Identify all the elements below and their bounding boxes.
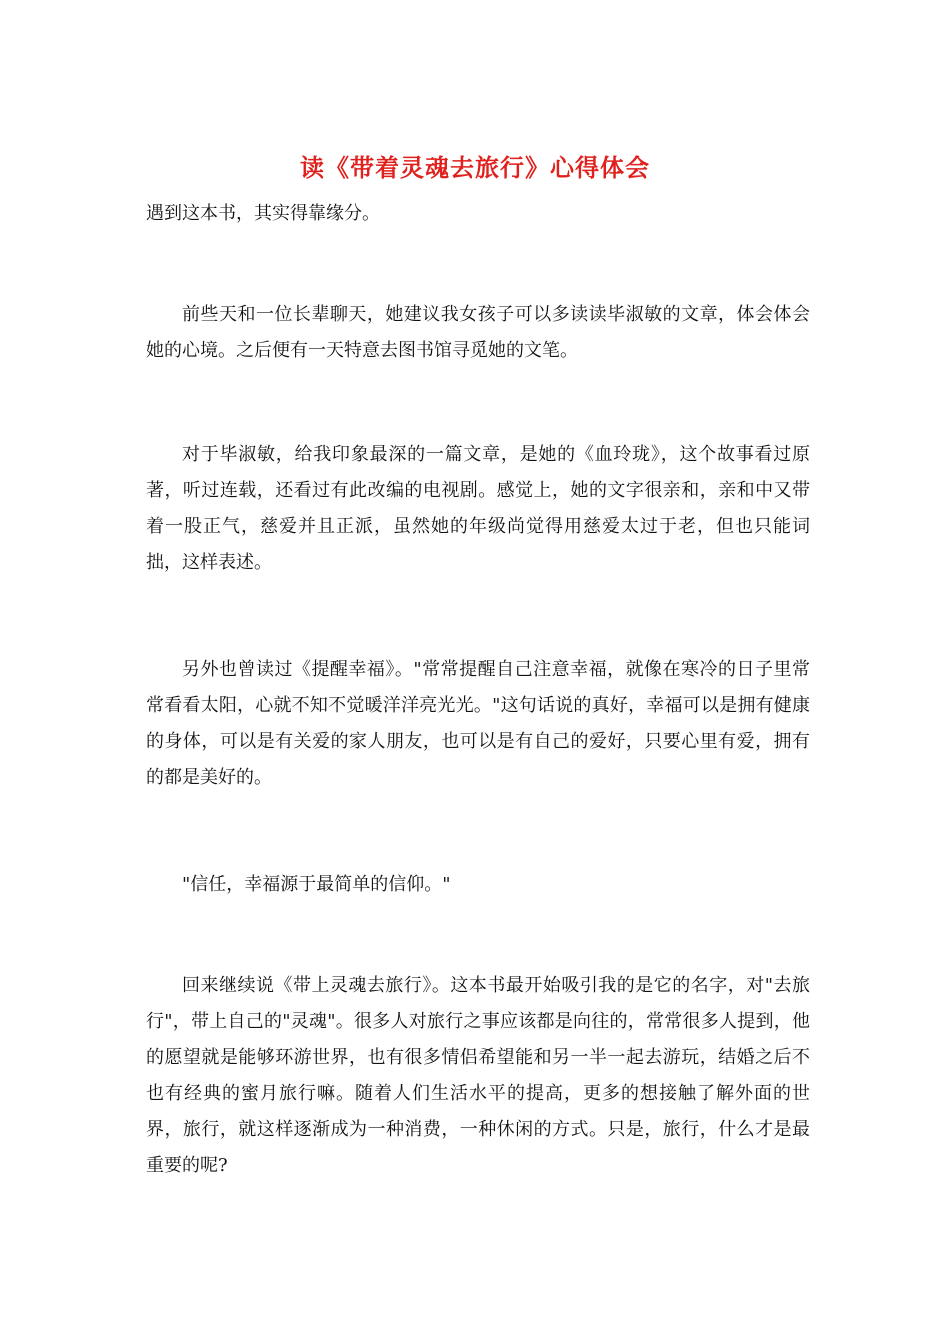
paragraph: 遇到这本书，其实得靠缘分。	[146, 203, 380, 224]
paragraph: "信任，幸福源于最简单的信仰。"	[182, 874, 451, 895]
paragraph: 前些天和一位长辈聊天，她建议我女孩子可以多读读毕淑敏的文章，体会体会她的心境。之后便有一天特意去图书馆寻觅她的文笔。	[146, 304, 810, 361]
paragraph: 另外也曾读过《提醒幸福》。"常常提醒自己注意幸福，就像在寒冷的日子里常常看看太阳，心就不知不觉暖洋洋亮光光。"这句话说的真好，幸福可以是拥有健康的身体，可以是有关爱的家人朋友，也可以是有自己的爱好，只要心里有爱，拥有的都是美好的。	[146, 659, 810, 788]
document-title: 读《带着灵魂去旅行》心得体会	[300, 153, 650, 182]
paragraph: 回来继续说《带上灵魂去旅行》。这本书最开始吸引我的是它的名字，对"去旅行"，带上自己的"灵魂"。很多人对旅行之事应该都是向往的，常常很多人提到，他的愿望就是能够环游世界，也有很多情侣希望能和另一半一起去游玩，结婚之后不也有经典的蜜月旅行嘛。随着人们生活水平的提高，更多的想接触了解外面的世界，旅行，就这样逐渐成为一种消费，一种休闲的方式。只是，旅行，什么才是最重要的呢?	[146, 975, 810, 1176]
paragraph: 对于毕淑敏，给我印象最深的一篇文章，是她的《血玲珑》，这个故事看过原著，听过连载，还看过有此改编的电视剧。感觉上，她的文字很亲和，亲和中又带着一股正气，慈爱并且正派，虽然她的年级尚觉得用慈爱太过于老，但也只能词拙，这样表述。	[146, 444, 810, 573]
